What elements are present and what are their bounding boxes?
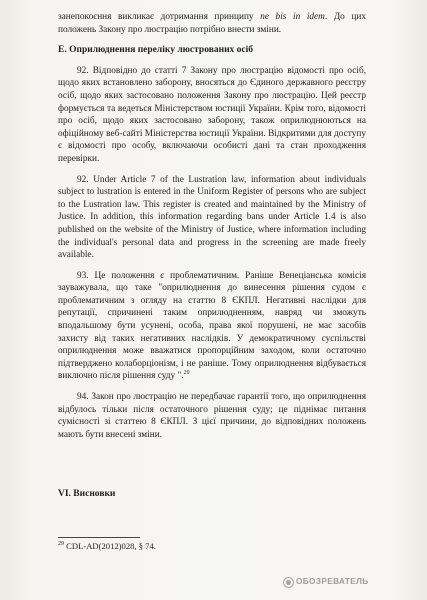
document-body: [58, 11, 366, 449]
footnote-divider: [58, 537, 140, 538]
footnote: [58, 541, 156, 552]
watermark-text: ОБОЗРЕВАТЕЛЬ: [296, 577, 369, 586]
paragraph-93: [58, 270, 366, 383]
footnote-number: 29: [58, 541, 64, 548]
intro-text-start: занепокоєння викликає дотримання принципу: [58, 12, 261, 22]
section-e-heading: Е. Оприлюднення переліку люстрованих осіб: [58, 45, 254, 56]
paragraph-92-en: 92. Under Article 7 of the Lustration law, information about individuals subject to lustration is entered in the Uniform Register of persons who are subject to the Lustration law. This register is created and maintained by the Ministry of Justice. In addition, this information regarding bans under Article 1.4 is also published on the website of the Ministry of Justice, where information including the individual's personal data and progress in the screening are made freely available.: [58, 174, 366, 261]
eye-logo-icon: [283, 577, 294, 588]
section-vi-heading: VI. Висновки: [58, 489, 116, 499]
intro-paragraph: [58, 11, 366, 36]
paragraph-94: 94. Закон про люстрацію не передбачає гарантії того, що оприлюднення відбулось тільки після остаточного рішення суду; це піднімає питання сумісності зі статтею 8 ЄКПЛ. З цієї причини, до відповідних положень мають бути внесені зміни.: [58, 392, 366, 440]
footnote-text: CDL-AD(2012)028, § 74.: [64, 541, 156, 551]
paragraph-92-uk: 92. Відповідно до статті 7 Закону про люстрацію відомості про осіб, щодо яких встановлено заборону, вносяться до Єдиного державного реєстру осіб, щодо яких застосовано положення Закону про люстрацію. Цей реєстр формується та ведеться Міністерством юстиції України. Крім того, відомості про осіб, щодо яких застосовано заборону, також оприлюднюються на офіційному веб-сайті Міністерства юстиції України. Відкритими для доступу є відомості про особу, включаючи особисті дані та стан проходження перевірки.: [58, 65, 366, 164]
footnote-ref-29: 29: [183, 370, 190, 377]
paragraph-93-text: 93. Це положення є проблематичним. Раніше Венеціанська комісія зауважувала, що таке "оприлюднення до винесення рішення судом є проблематичним з огляду на статтю 8 ЄКПЛ. Негативні наслідки для репутації, спричинені таким оприлюдненням, навряд чи зможуть вподальшому бути усунені, особа, права якої порушені, не має засобів захисту від таких негативних наслідків. У демократичному суспільстві оприлюднення може вважатися пропорційним заходом, коли остаточно підтверджено колаборціонізм, і не раніше. Тому оприлюднення відбувається виключно після рішення суду ".: [58, 270, 366, 382]
intro-latin-phrase: ne bis in idem: [260, 12, 325, 22]
intro-text-end: . До цих положень Закону про люстрацію потрібно внести зміни.: [58, 12, 367, 35]
